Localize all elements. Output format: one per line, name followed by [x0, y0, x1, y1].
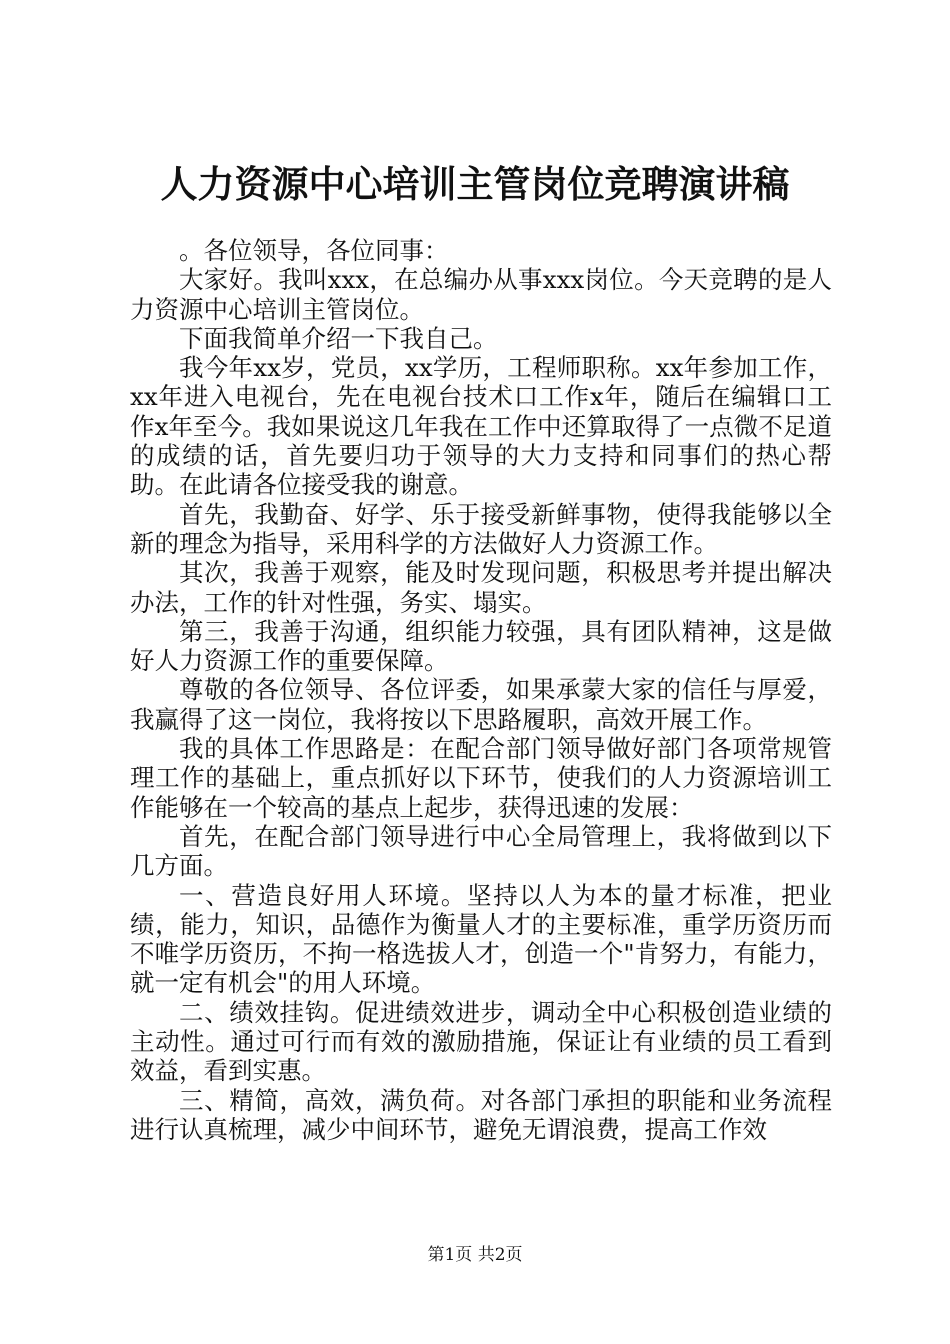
paragraph: 我的具体工作思路是：在配合部门领导做好部门各项常规管理工作的基础上，重点抓好以下环节，使我们的人力资源培训工作能够在一个较高的基点上起步，获得迅速的发展： [130, 734, 832, 822]
paragraph: 二、绩效挂钩。促进绩效进步，调动全中心积极创造业绩的主动性。通过可行而有效的激励措施，保证让有业绩的员工看到效益，看到实惠。 [130, 997, 832, 1086]
document-body [130, 236, 832, 1144]
paragraph: 尊敬的各位领导、各位评委，如果承蒙大家的信任与厚爱，我赢得了这一岗位，我将按以下思路履职，高效开展工作。 [130, 675, 832, 734]
paragraph: 大家好。我叫xxx，在总编办从事xxx岗位。今天竞聘的是人力资源中心培训主管岗位。 [130, 265, 832, 324]
document-title: 人力资源中心培训主管岗位竞聘演讲稿 [160, 162, 790, 206]
paragraph: 我今年xx岁，党员，xx学历，工程师职称。xx年参加工作，xx年进入电视台，先在电视台技术口工作x年，随后在编辑口工作x年至今。我如果说这几年我在工作中还算取得了一点微不足道的成绩的话，首先要归功于领导的大力支持和同事们的热心帮助。在此请各位接受我的谢意。 [130, 353, 832, 500]
page-footer: 第1页 共2页 [427, 1245, 523, 1265]
paragraph: 下面我简单介绍一下我自己。 [179, 323, 498, 353]
paragraph: 第三，我善于沟通，组织能力较强，具有团队精神，这是做好人力资源工作的重要保障。 [130, 616, 832, 676]
paragraph: 。各位领导，各位同事： [179, 236, 449, 265]
paragraph: 三、精简，高效，满负荷。对各部门承担的职能和业务流程进行认真梳理，减少中间环节，避免无谓浪费，提高工作效 [130, 1085, 832, 1144]
paragraph: 首先，我勤奋、好学、乐于接受新鲜事物，使得我能够以全新的理念为指导，采用科学的方法做好人力资源工作。 [130, 499, 832, 558]
paragraph: 一、营造良好用人环境。坚持以人为本的量才标准，把业绩，能力，知识，品德作为衡量人才的主要标准，重学历资历而不唯学历资历，不拘一格选拔人才，创造一个"肯努力，有能力，就一定有机会"的用人环境。 [130, 880, 832, 998]
paragraph: 其次，我善于观察，能及时发现问题，积极思考并提出解决办法，工作的针对性强，务实、塌实。 [130, 558, 832, 617]
paragraph: 首先，在配合部门领导进行中心全局管理上，我将做到以下几方面。 [130, 821, 832, 881]
